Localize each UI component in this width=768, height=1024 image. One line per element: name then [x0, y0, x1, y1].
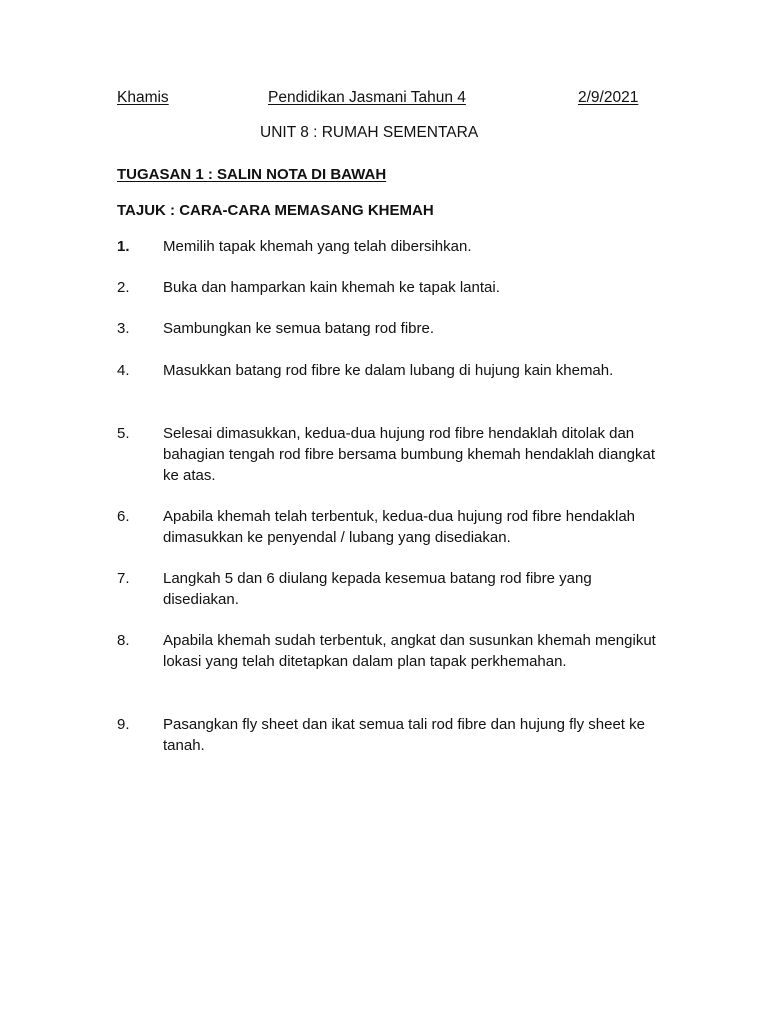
step-text: Pasangkan fly sheet dan ikat semua tali rod fibre dan hujung fly sheet ke tanah. — [163, 716, 645, 754]
step-text: Buka dan hamparkan kain khemah ke tapak lantai. — [163, 279, 500, 296]
step-number: 7. — [117, 570, 130, 587]
step-number: 4. — [117, 362, 130, 379]
topic-heading: TAJUK : CARA-CARA MEMASANG KHEMAH — [117, 202, 434, 219]
step-text: Masukkan batang rod fibre ke dalam lubang di hujung kain khemah. — [163, 362, 614, 379]
list-item — [117, 360, 662, 381]
step-number: 3. — [117, 320, 130, 337]
header-date: 2/9/2021 — [578, 89, 639, 106]
list-item — [117, 277, 662, 298]
step-text: Apabila khemah telah terbentuk, kedua-dua hujung rod fibre hendaklah dimasukkan ke penyendal / lubang yang disediakan. — [163, 508, 636, 546]
step-number: 5. — [117, 425, 130, 442]
step-number: 9. — [117, 716, 130, 733]
step-number: 6. — [117, 508, 130, 525]
list-item — [117, 318, 662, 339]
step-text: Apabila khemah sudah terbentuk, angkat dan susunkan khemah mengikut lokasi yang telah ditetapkan dalam plan tapak perkhemahan. — [163, 632, 656, 670]
step-text: Langkah 5 dan 6 diulang kepada kesemua batang rod fibre yang disediakan. — [163, 570, 592, 608]
header-subject: Pendidikan Jasmani Tahun 4 — [268, 89, 466, 106]
list-item — [117, 236, 662, 257]
list-item — [117, 423, 662, 486]
step-number: 8. — [117, 632, 130, 649]
list-item — [117, 568, 662, 610]
step-number: 2. — [117, 279, 130, 296]
list-item — [117, 506, 662, 548]
unit-title: UNIT 8 : RUMAH SEMENTARA — [260, 124, 479, 141]
step-text: Sambungkan ke semua batang rod fibre. — [163, 320, 435, 337]
task-heading: TUGASAN 1 : SALIN NOTA DI BAWAH — [117, 166, 387, 183]
step-number: 1. — [117, 238, 130, 255]
list-item — [117, 630, 662, 672]
step-text: Memilih tapak khemah yang telah dibersihkan. — [163, 238, 472, 255]
list-item — [117, 714, 662, 756]
step-text: Selesai dimasukkan, kedua-dua hujung rod fibre hendaklah ditolak dan bahagian tengah rod fibre bersama bumbung khemah hendaklah diangkat ke atas. — [163, 425, 656, 484]
header-day: Khamis — [117, 89, 169, 106]
